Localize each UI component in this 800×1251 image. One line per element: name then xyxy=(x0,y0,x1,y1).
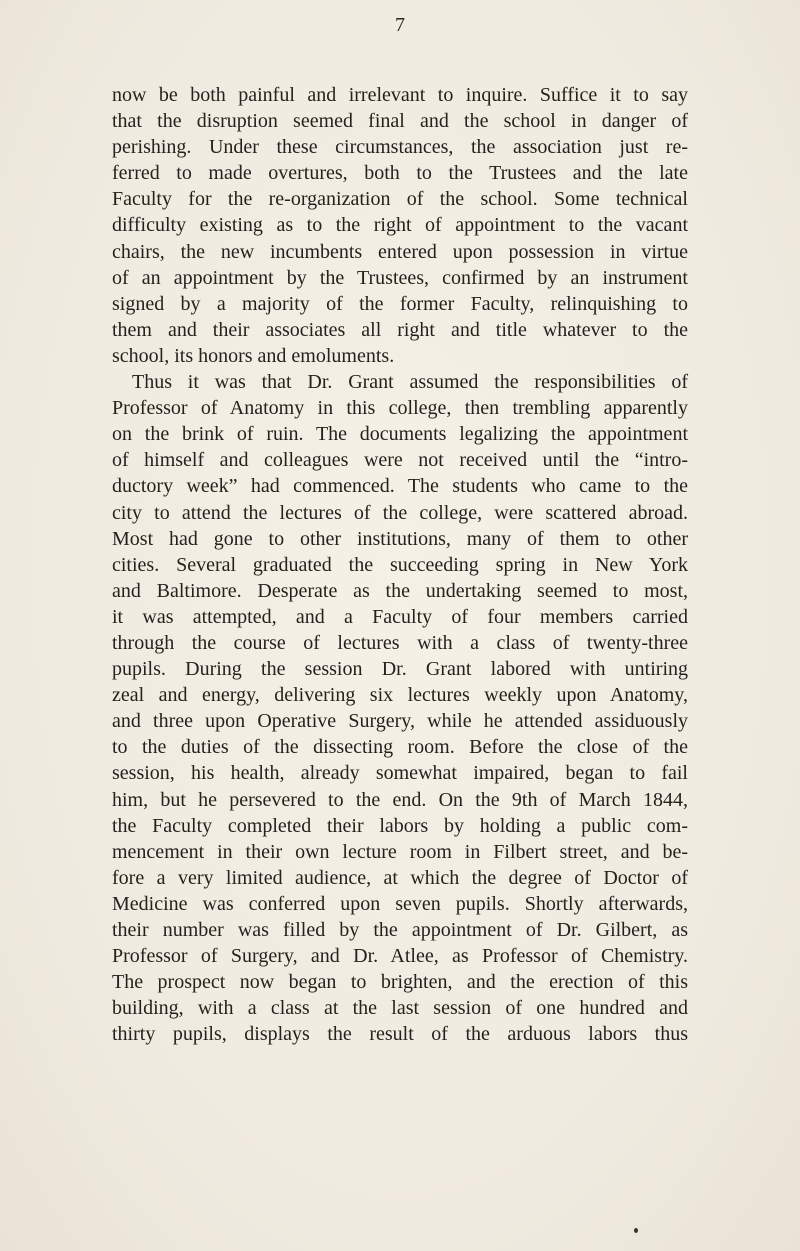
body-text xyxy=(112,82,688,1047)
ink-speck xyxy=(634,1228,638,1233)
text-line: building, with a class at the last session of one hundred and xyxy=(112,997,688,1020)
text-line: signed by a majority of the former Faculty, relinquishing to xyxy=(112,292,688,315)
text-line: them and their associates all right and title whatever to the xyxy=(112,318,688,341)
text-line: now be both painful and irrelevant to inquire. Suffice it to say xyxy=(112,84,688,106)
text-line: mencement in their own lecture room in Filbert street, and be- xyxy=(112,840,688,863)
text-line: pupils. During the session Dr. Grant labored with untiring xyxy=(112,658,688,681)
text-line: Professor of Surgery, and Dr. Atlee, as Professor of Chemistry. xyxy=(112,945,688,968)
text-line: chairs, the new incumbents entered upon possession in virtue xyxy=(112,240,688,263)
page-number: 7 xyxy=(395,14,405,36)
text-line: The prospect now began to brighten, and the erection of this xyxy=(112,971,688,994)
text-line: city to attend the lectures of the college, were scattered abroad. xyxy=(112,501,688,524)
text-line: the Faculty completed their labors by holding a public com- xyxy=(112,814,688,837)
text-line: ferred to made overtures, both to the Trustees and the late xyxy=(112,162,688,185)
text-line: difficulty existing as to the right of appointment to the vacant xyxy=(112,214,688,237)
text-line: him, but he persevered to the end. On the 9th of March 1844, xyxy=(112,788,688,811)
text-line: perishing. Under these circumstances, the association just re- xyxy=(112,136,688,159)
text-line-paragraph-end: school, its honors and emoluments. xyxy=(112,344,395,367)
text-line: that the disruption seemed final and the school in danger of xyxy=(112,110,688,133)
text-line: on the brink of ruin. The documents legalizing the appointment xyxy=(112,423,688,446)
text-line: their number was filled by the appointment of Dr. Gilbert, as xyxy=(112,919,688,941)
text-line: it was attempted, and a Faculty of four members carried xyxy=(112,605,688,628)
text-line: Medicine was conferred upon seven pupils. Shortly afterwards, xyxy=(112,892,688,915)
text-line: session, his health, already somewhat impaired, began to fail xyxy=(112,762,688,785)
text-line: ductory week” had commenced. The students who came to the xyxy=(112,475,688,498)
text-line: through the course of lectures with a class of twenty-three xyxy=(112,631,688,654)
text-line: fore a very limited audience, at which the degree of Doctor of xyxy=(112,866,688,889)
text-line: cities. Several graduated the succeeding spring in New York xyxy=(112,553,688,576)
text-line: Professor of Anatomy in this college, then trembling apparently xyxy=(112,397,688,420)
text-line: to the duties of the dissecting room. Before the close of the xyxy=(112,736,688,759)
text-line: and Baltimore. Desperate as the undertaking seemed to most, xyxy=(112,579,688,602)
text-line: of himself and colleagues were not received until the “intro- xyxy=(112,449,688,472)
text-line: and three upon Operative Surgery, while he attended assiduously xyxy=(112,710,688,733)
text-line: Most had gone to other institutions, many of them to other xyxy=(112,527,688,550)
text-line-paragraph-start: Thus it was that Dr. Grant assumed the responsibilities of xyxy=(132,371,688,394)
text-line: zeal and energy, delivering six lectures weekly upon Anatomy, xyxy=(112,684,688,707)
text-line: thirty pupils, displays the result of the arduous labors thus xyxy=(112,1023,688,1046)
text-line: Faculty for the re-organization of the school. Some technical xyxy=(112,188,688,211)
text-line: of an appointment by the Trustees, confirmed by an instrument xyxy=(112,266,688,289)
